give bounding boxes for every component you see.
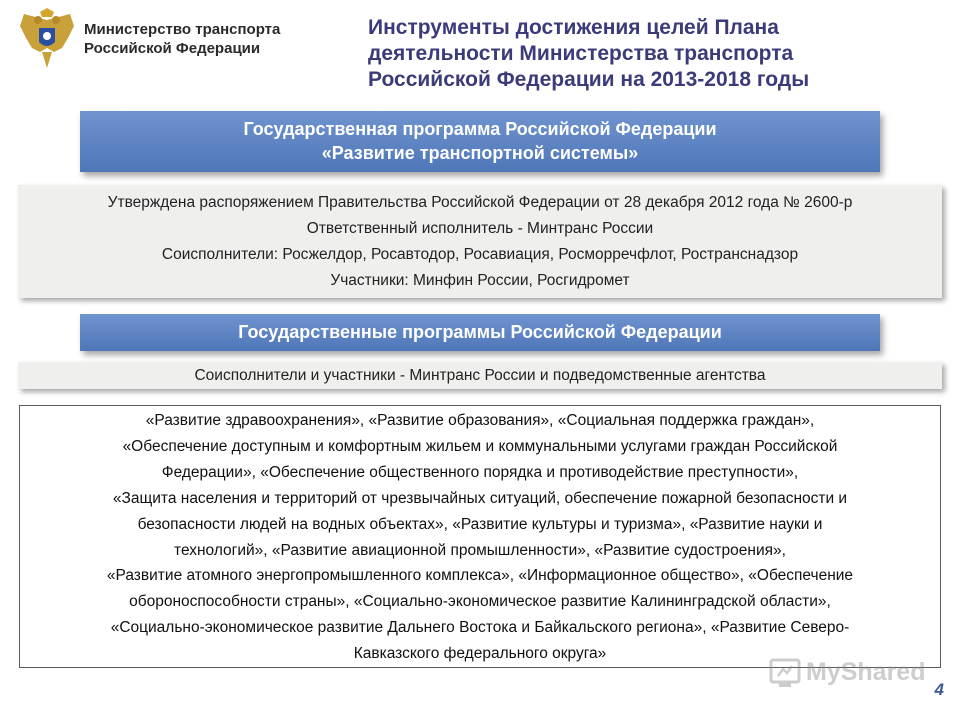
page-number: 4	[934, 680, 944, 699]
participants-line: Участники: Минфин России, Росгидромет	[330, 272, 630, 289]
myshared-logo-icon	[768, 656, 802, 690]
list-line: «Социально-экономическое развитие Дальнего Востока и Байкальского региона», «Развитие Северо-	[110, 619, 850, 637]
list-line: безопасности людей на водных объектах», «Развитие культуры и туризма», «Развитие науки и	[137, 515, 823, 533]
slide-title	[368, 15, 948, 93]
list-line: Кавказского федерального округа»	[353, 645, 607, 663]
watermark-text: MyShared	[806, 658, 926, 686]
slide-title-line: Инструменты достижения целей Плана	[368, 16, 779, 39]
slide-title-line: деятельности Министерства транспорта	[368, 42, 794, 65]
responsible-executor-line: Ответственный исполнитель - Минтранс России	[306, 220, 654, 237]
list-line: «Обеспечение доступным и комфортным жильем и коммунальными услугами граждан Российской	[122, 437, 838, 455]
heading-line: Государственная программа Российской Федерации	[243, 119, 717, 139]
ministry-name-line: Российской Федерации	[84, 40, 261, 57]
heading-line: «Развитие транспортной системы»	[321, 143, 639, 163]
slide-title-line: Российской Федерации на 2013-2018 годы	[368, 68, 810, 91]
list-line: обороноспособности страны», «Социально-экономическое развитие Калининградской области»,	[129, 593, 831, 611]
co-executors-note: Соисполнители и участники - Минтранс России и подведомственные агентства	[18, 362, 942, 389]
list-line: технологий», «Развитие авиационной промышленности», «Развитие судостроения»,	[174, 541, 786, 559]
ministry-logo	[18, 8, 318, 70]
list-line: Федерации», «Обеспечение общественного порядка и противодействие преступности»,	[161, 463, 799, 481]
transport-program-heading	[80, 111, 880, 172]
ministry-name	[84, 20, 314, 58]
state-programs-list	[19, 405, 941, 668]
myshared-watermark	[768, 656, 924, 692]
ministry-name-line: Министерство транспорта	[84, 21, 281, 38]
approval-line: Утверждена распоряжением Правительства Российской Федерации от 28 декабря 2012 года № 2600-р	[107, 194, 853, 211]
transport-program-details	[18, 185, 942, 298]
co-executors-line: Соисполнители: Росжелдор, Росавтодор, Росавиация, Росморречфлот, Ространснадзор	[161, 246, 799, 263]
state-programs-heading: Государственные программы Российской Федерации	[80, 314, 880, 351]
list-line: «Защита населения и территорий от чрезвычайных ситуаций, обеспечение пожарной безопасности и	[112, 489, 848, 507]
double-headed-eagle-emblem-icon	[18, 8, 76, 70]
list-line: «Развитие атомного энергопромышленного комплекса», «Информационное общество», «Обеспечение	[106, 567, 854, 585]
list-line: «Развитие здравоохранения», «Развитие образования», «Социальная поддержка граждан»,	[145, 412, 815, 429]
